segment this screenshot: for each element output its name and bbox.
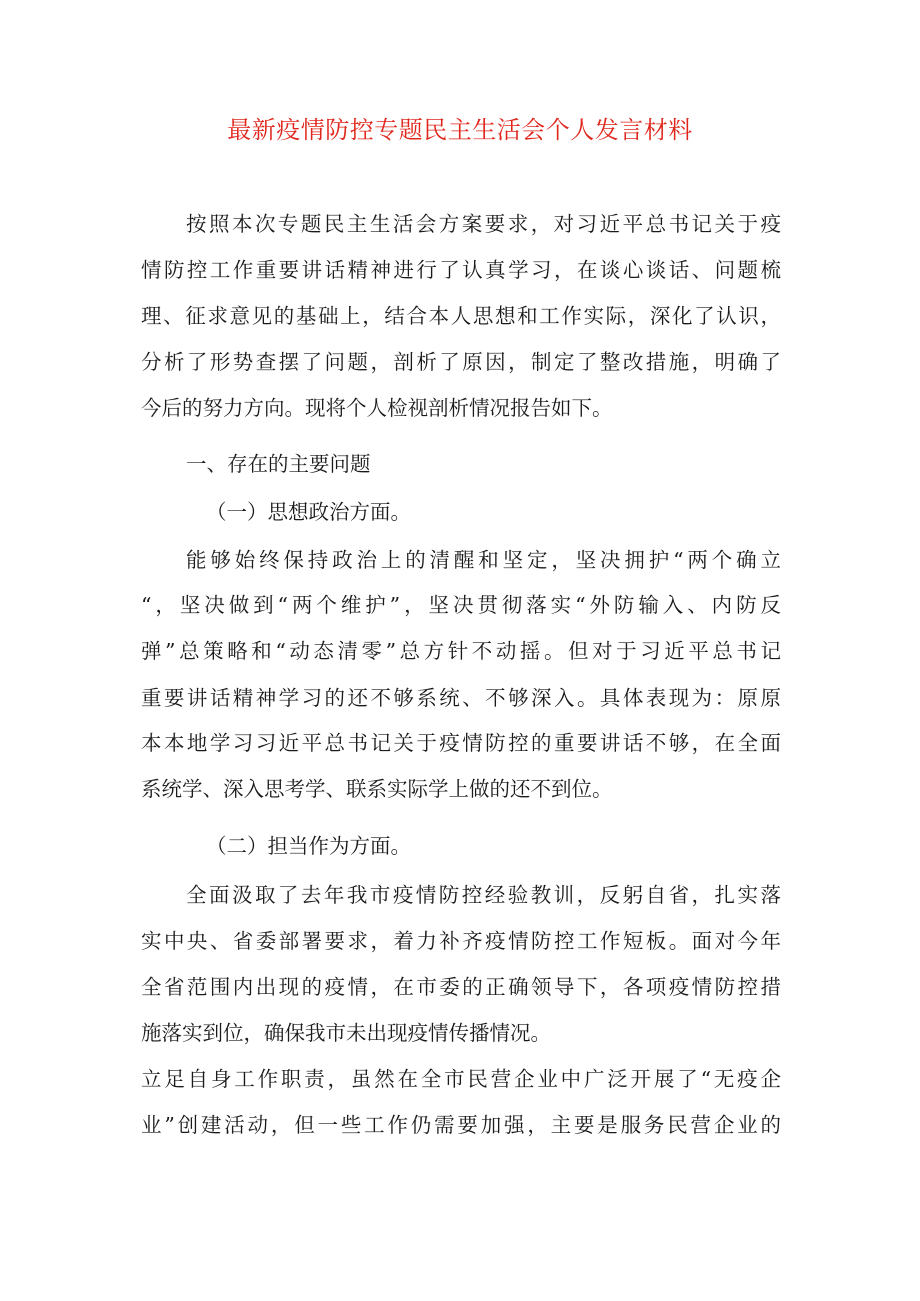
intro-line: 情防控工作重要讲话精神进行了认真学习，在谈心谈话、问题梳 [141, 258, 781, 282]
paragraph-line: 能够始终保持政治上的清醒和坚定，坚决拥护“两个确立 [186, 548, 781, 572]
paragraph-line: “，坚决做到“两个维护”，坚决贯彻落实“外防输入、内防反 [141, 593, 781, 617]
paragraph-line: 弹”总策略和“动态清零”总方针不动摇。但对于习近平总书记 [141, 639, 781, 663]
paragraph-line: 立足自身工作职责，虽然在全市民营企业中广泛开展了“无疫企 [141, 1067, 781, 1091]
paragraph-line: 系统学、深入思考学、联系实际学上做的还不到位。 [141, 777, 613, 801]
paragraph-line: 实中央、省委部署要求，着力补齐疫情防控工作短板。面对今年 [141, 929, 781, 953]
intro-line: 按照本次专题民主生活会方案要求，对习近平总书记关于疫 [186, 212, 781, 236]
section-heading: 一、存在的主要问题 [186, 452, 371, 476]
paragraph-line: 业”创建活动，但一些工作仍需要加强，主要是服务民营企业的 [141, 1113, 781, 1137]
intro-line: 理、征求意见的基础上，结合本人思想和工作实际，深化了认识， [141, 304, 781, 328]
paragraph-line: 本本地学习习近平总书记关于疫情防控的重要讲话不够，在全面 [141, 731, 781, 755]
paragraph-line: 施落实到位，确保我市未出现疫情传播情况。 [141, 1021, 551, 1045]
intro-line: 今后的努力方向。现将个人检视剖析情况报告如下。 [141, 396, 613, 420]
document-title: 最新疫情防控专题民主生活会个人发言材料 [227, 116, 693, 144]
intro-line: 分析了形势查摆了问题，剖析了原因，制定了整改措施，明确了 [141, 350, 781, 374]
sub-heading: （二）担当作为方面。 [206, 834, 411, 858]
paragraph-line: 全省范围内出现的疫情，在市委的正确领导下，各项疫情防控措 [141, 975, 781, 999]
sub-heading: （一）思想政治方面。 [206, 500, 411, 524]
paragraph-line: 全面汲取了去年我市疫情防控经验教训，反躬自省，扎实落 [186, 883, 781, 907]
paragraph-line: 重要讲话精神学习的还不够系统、不够深入。具体表现为：原原 [141, 686, 781, 710]
